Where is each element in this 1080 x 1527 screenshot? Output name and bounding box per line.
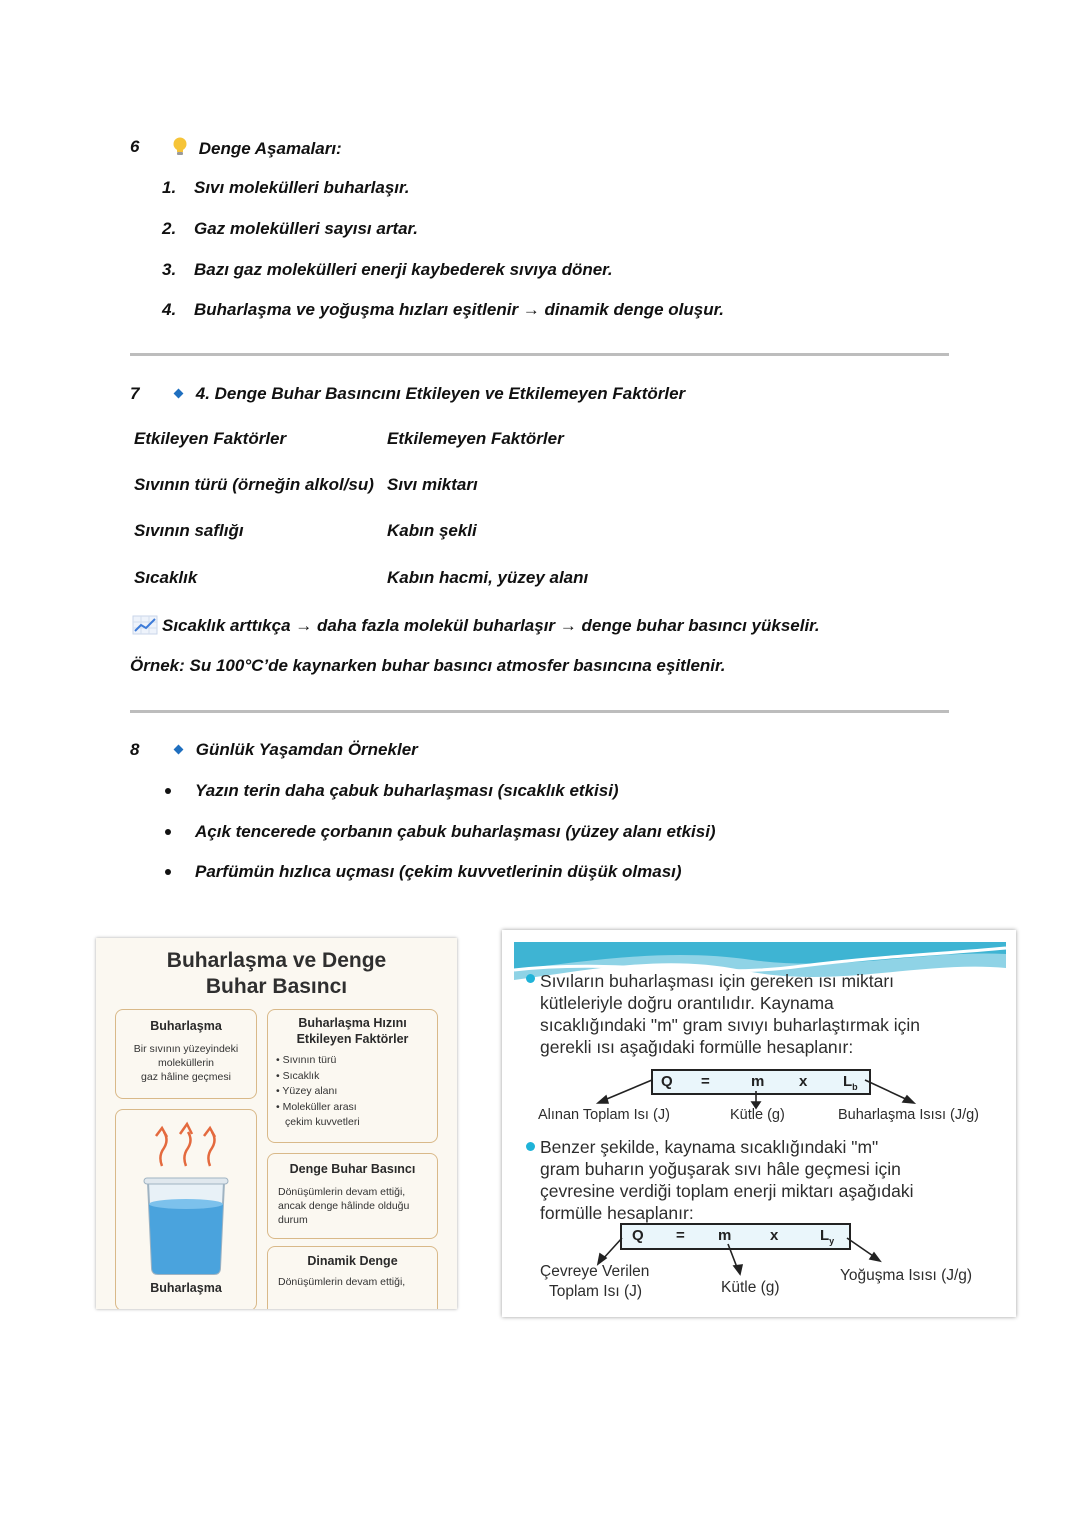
- label-alinan-isi: Alınan Toplam Isı (J): [538, 1107, 670, 1123]
- formula-box-1: Q = m x $L_b$: [651, 1069, 871, 1095]
- formula-slide-image: [502, 930, 1016, 1317]
- list-item: Açık tencerede çorbanın çabuk buharlaşması (yüzey alanı etkisi): [165, 822, 716, 842]
- list-item: 4. Buharlaşma ve yoğuşma hızları eşitlenir → dinamik denge oluşur.: [162, 300, 724, 319]
- label-buharlasma-isisi: Buharlaşma Isısı (J/g): [838, 1107, 980, 1123]
- section-title: [172, 137, 342, 159]
- list-item: 2. Gaz molekülleri sayısı artar.: [162, 219, 418, 238]
- table-cell: Sıvının türü (örneğin alkol/su): [134, 475, 374, 494]
- infographic-title: Buharlaşma ve Denge Buhar Basıncı: [166, 949, 387, 998]
- table-header: Etkileyen Faktörler: [134, 429, 287, 448]
- blue-diamond-icon: [174, 745, 184, 755]
- blue-diamond-icon: [174, 389, 184, 399]
- label-kutle-2: Kütle (g): [721, 1279, 780, 1296]
- table-header: Etkilemeyen Faktörler: [387, 429, 564, 448]
- paragraph-1: Sıvıların buharlaşması için gereken ısı miktarı kütleleriyle doğru orantılıdır. Kaynama sıcaklığındaki "m" gram sıvıyı buharlaştırmak için gerekli ısı aşağıdaki formülle hesaplanır:: [540, 971, 921, 1057]
- paragraph-2: Benzer şekilde, kaynama sıcaklığındaki "m" gram buharın yoğuşarak sıvı hâle geçmesi için çevresine verdiği toplam enerji miktarı aşağıdaki formülle hesaplanır:: [540, 1137, 914, 1223]
- list-item: Yazın terin daha çabuk buharlaşması (sıcaklık etkisi): [165, 781, 619, 801]
- section-number: 8: [130, 740, 140, 759]
- divider: [130, 353, 949, 356]
- lightbulb-icon: [172, 137, 188, 157]
- table-cell: Sıvı miktarı: [387, 475, 478, 494]
- card-equilibrium-pressure: Denge Buhar Basıncı Dönüşümlerin devam ettiği, ancak denge hâlinde olduğu durum: [267, 1153, 438, 1239]
- table-cell: Kabın şekli: [387, 521, 477, 540]
- beaker-illustration: [116, 1118, 256, 1278]
- note-line: Sıcaklık arttıkça → daha fazla molekül buharlaşır → denge buhar basıncı yükselir.: [132, 615, 820, 636]
- label-kutle: Kütle (g): [730, 1107, 785, 1123]
- table-cell: Sıvının saflığı: [134, 521, 244, 540]
- section-title: [172, 740, 418, 760]
- formula-box-2: Q = m x $L_y$: [620, 1223, 851, 1250]
- section-title-text: Günlük Yaşamdan Örnekler: [195, 740, 418, 759]
- label-cevreye-verilen: Çevreye Verilen: [540, 1263, 650, 1280]
- card-buharlasma: Buharlaşma Bir sıvının yüzeyindeki moleküllerin gaz hâline geçmesi: [115, 1009, 257, 1099]
- label-yogusma-isisi: Yoğuşma Isısı (J/g): [840, 1267, 973, 1284]
- card-beaker: Buharlaşma: [115, 1109, 257, 1309]
- card-dynamic-equilibrium: Dinamik Denge Dönüşümlerin devam ettiği,: [267, 1246, 438, 1309]
- card-factors: Buharlaşma Hızını Etkileyen Faktörler • Sıvının türü • Sıcaklık • Yüzey alanı • Moleküller arası çekim kuvvetleri: [267, 1009, 438, 1143]
- divider: [130, 710, 949, 713]
- example-line: Örnek: Su 100°C’de kaynarken buhar basıncı atmosfer basıncına eşitlenir.: [130, 656, 726, 675]
- section-title-text: 4. Denge Buhar Basıncını Etkileyen ve Etkilemeyen Faktörler: [195, 384, 686, 403]
- list-item: 1. Sıvı molekülleri buharlaşır.: [162, 178, 410, 197]
- section-title: [172, 384, 685, 404]
- infographic-image: [96, 938, 457, 1309]
- chart-increasing-icon: [132, 615, 158, 635]
- label-toplam-isi: Toplam Isı (J): [549, 1283, 643, 1300]
- table-cell: Kabın hacmi, yüzey alanı: [387, 568, 589, 587]
- section-number: 6: [130, 137, 140, 156]
- table-cell: Sıcaklık: [134, 568, 198, 587]
- list-item: 3. Bazı gaz molekülleri enerji kaybederek sıvıya döner.: [162, 260, 613, 279]
- list-item: Parfümün hızlıca uçması (çekim kuvvetlerinin düşük olması): [165, 862, 682, 882]
- section-number: 7: [130, 384, 140, 403]
- section-title-text: Denge Aşamaları:: [198, 139, 342, 158]
